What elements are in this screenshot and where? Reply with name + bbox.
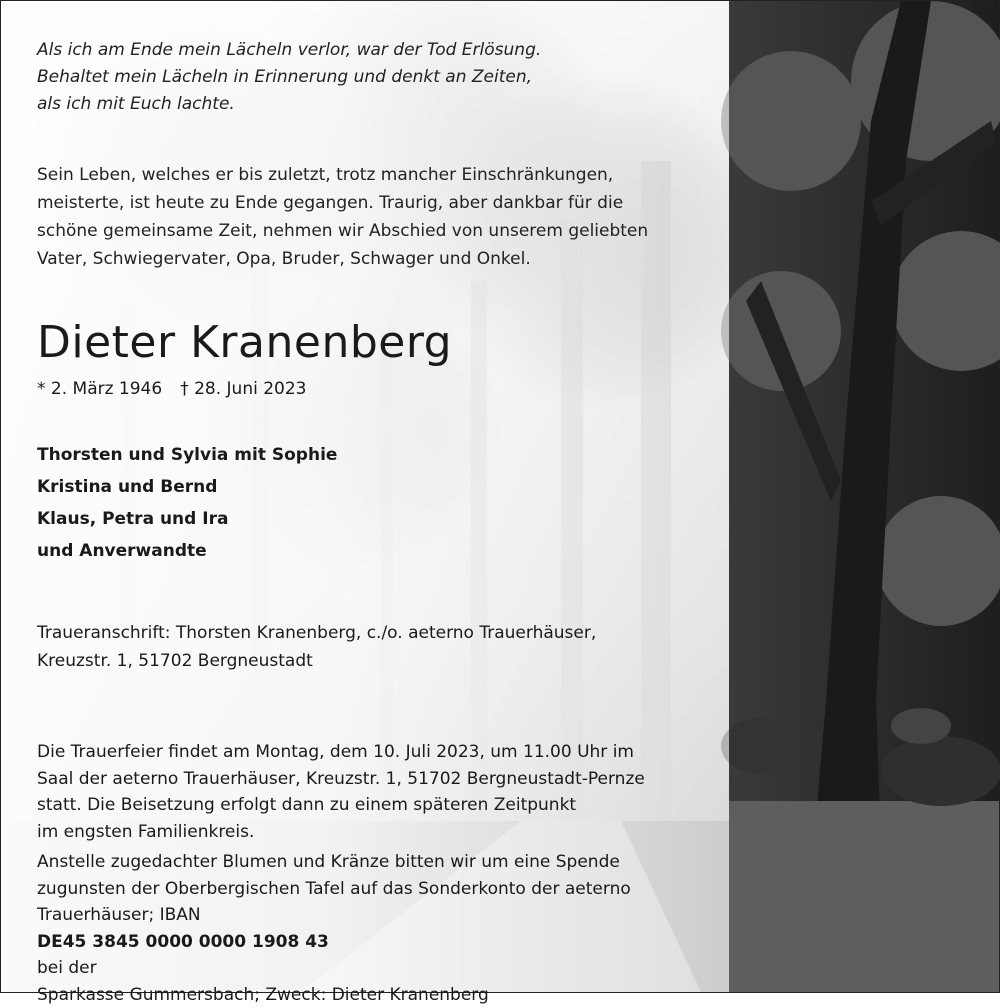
deceased-name: Dieter Kranenberg [37, 317, 452, 369]
poem-line: als ich mit Euch lachte. [37, 91, 717, 118]
iban-number: DE45 3845 0000 0000 1908 43 [37, 929, 631, 956]
birth-date: * 2. März 1946 [37, 379, 162, 399]
donation-line: zugunsten der Oberbergischen Tafel auf das Sonderkonto der aeterno [37, 876, 631, 903]
ceremony-line: im engsten Familienkreis. [37, 819, 645, 846]
donation-line [37, 902, 631, 982]
family-member: Thorsten und Sylvia mit Sophie [37, 439, 337, 471]
life-dates [37, 377, 307, 401]
poem-line: Als ich am Ende mein Lächeln verlor, war der Tod Erlösung. [37, 37, 717, 64]
obituary-content [37, 37, 717, 118]
donation-line: Anstelle zugedachter Blumen und Kränze bitten wir um eine Spende [37, 849, 631, 876]
intro-line: Vater, Schwiegervater, Opa, Bruder, Schwager und Onkel. [37, 245, 648, 273]
family-member: Kristina und Bernd [37, 471, 337, 503]
mourning-address [37, 619, 596, 675]
address-line: Kreuzstr. 1, 51702 Bergneustadt [37, 647, 596, 675]
donation-line: Sparkasse Gummersbach; Zweck: Dieter Kranenberg [37, 982, 631, 1008]
memorial-poem [37, 37, 717, 118]
intro-line: Sein Leben, welches er bis zuletzt, trotz mancher Einschränkungen, [37, 161, 648, 189]
address-line: Traueranschrift: Thorsten Kranenberg, c./o. aeterno Trauerhäuser, [37, 619, 596, 647]
death-date: † 28. Juni 2023 [180, 379, 306, 399]
intro-text [37, 161, 648, 273]
poem-line: Behaltet mein Lächeln in Erinnerung und denkt an Zeiten, [37, 64, 717, 91]
donation-info [37, 849, 631, 1008]
intro-line: schöne gemeinsame Zeit, nehmen wir Abschied von unserem geliebten [37, 217, 648, 245]
ceremony-line: Saal der aeterno Trauerhäuser, Kreuzstr. 1, 51702 Bergneustadt-Pernze [37, 766, 645, 793]
iban-prefix: Trauerhäuser; IBAN [37, 902, 631, 929]
ceremony-info [37, 739, 645, 845]
ceremony-line: Die Trauerfeier findet am Montag, dem 10. Juli 2023, um 11.00 Uhr im [37, 739, 645, 766]
family-list [37, 439, 337, 567]
family-member: und Anverwandte [37, 535, 337, 567]
intro-line: meisterte, ist heute zu Ende gegangen. Traurig, aber dankbar für die [37, 189, 648, 217]
ceremony-line: statt. Die Beisetzung erfolgt dann zu einem späteren Zeitpunkt [37, 792, 645, 819]
family-member: Klaus, Petra und Ira [37, 503, 337, 535]
iban-suffix: bei der [37, 955, 631, 982]
